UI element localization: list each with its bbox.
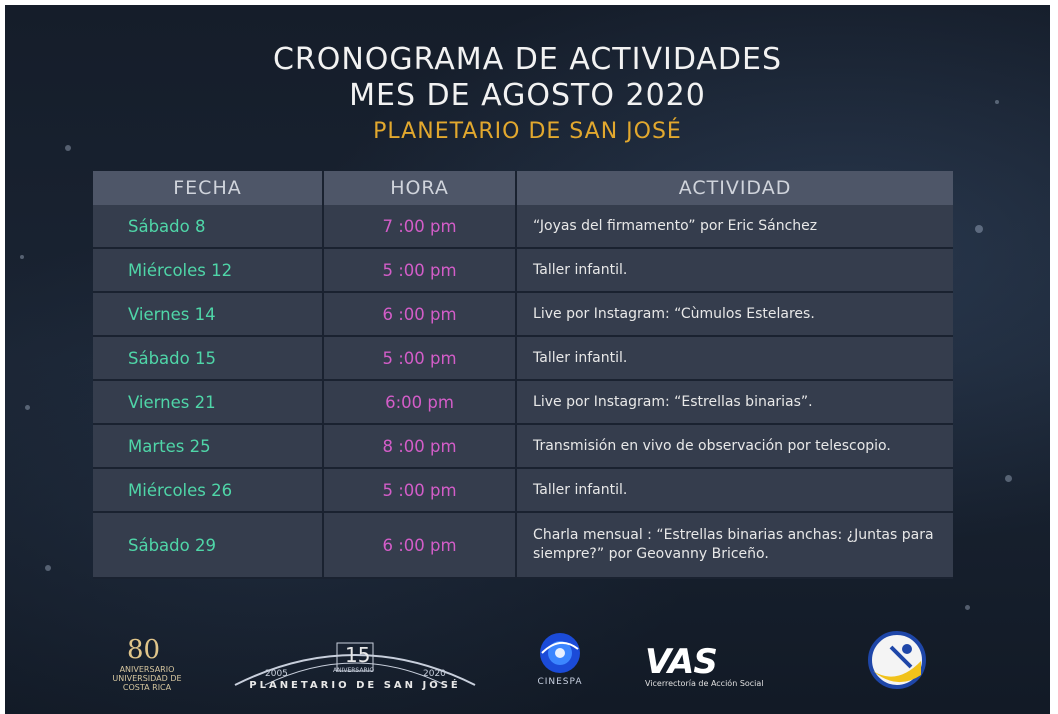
hora-cell: 6:00 pm [323,380,516,424]
ucr-logo-text: ANIVERSARIO UNIVERSIDAD DE COSTA RICA [112,665,182,692]
poster-title-line2: MES DE AGOSTO 2020 [349,78,706,113]
fecha-cell: Sábado 15 [93,336,323,380]
fecha-cell: Viernes 21 [93,380,323,424]
planetario-logo-name: PLANETARIO DE SAN JOSÉ [249,680,461,691]
table-header-row [93,171,953,205]
header-actividad: ACTIVIDAD [516,171,953,205]
fecha-cell: Martes 25 [93,424,323,468]
hora-cell: 5 :00 pm [323,468,516,512]
star-dot [45,565,51,571]
star-dot [975,225,983,233]
planetario-logo-year-end: 2020 [423,669,446,679]
cinespa-logo [520,629,600,689]
star-dot [1005,475,1012,482]
hora-cell: 5 :00 pm [323,248,516,292]
planetario-logo-number: 15 [345,643,371,667]
fecha-cell: Sábado 8 [93,205,323,248]
fecha-cell: Miércoles 26 [93,468,323,512]
ucr-80-aniversario-logo [105,635,189,693]
table-row [93,512,953,578]
planetario-logo-anniversary: ANIVERSARIO [333,667,375,674]
star-dot [25,405,30,410]
actividad-cell: Taller infantil. [516,468,953,512]
cinespa-spiral-icon [520,629,600,679]
planetario-15-aniversario-logo [225,635,485,693]
vas-logo-subtitle: Vicerrectoría de Acción Social [645,679,764,688]
actividad-cell: Taller infantil. [516,248,953,292]
poster [5,5,1050,714]
actividad-cell: Live por Instagram: “Cùmulos Estelares. [516,292,953,336]
header-fecha: FECHA [93,171,323,205]
actividad-cell: “Joyas del firmamento” por Eric Sánchez [516,205,953,248]
star-dot [965,605,970,610]
hora-cell: 6 :00 pm [323,512,516,578]
seal-circle-icon [851,631,943,689]
vas-logo [645,642,820,691]
hora-cell: 7 :00 pm [323,205,516,248]
header-hora: HORA [323,171,516,205]
table-row [93,248,953,292]
fecha-cell: Viernes 14 [93,292,323,336]
vas-logo-word: VAS [645,642,717,682]
hora-cell: 5 :00 pm [323,336,516,380]
table-row [93,424,953,468]
round-seal-logo-icon [851,631,943,689]
table-row [93,292,953,336]
actividad-cell: Charla mensual : “Estrellas binarias anchas: ¿Juntas para siempre?” por Geovanny Briceño. [516,512,953,578]
hora-cell: 8 :00 pm [323,424,516,468]
actividad-cell: Taller infantil. [516,336,953,380]
star-dot [65,145,71,151]
ucr-logo-number: 80 [127,635,161,665]
planetario-logo-year-start: 2005 [265,669,288,679]
star-dot [20,255,24,259]
table-row [93,380,953,424]
fecha-cell: Sábado 29 [93,512,323,578]
schedule-table [93,171,953,579]
cinespa-logo-label: CINESPA [537,677,583,687]
table-row [93,205,953,248]
sponsor-logos [5,615,1050,695]
table-row [93,336,953,380]
poster-title-line1: CRONOGRAMA DE ACTIVIDADES [272,42,783,77]
hora-cell: 6 :00 pm [323,292,516,336]
fecha-cell: Miércoles 12 [93,248,323,292]
actividad-cell: Transmisión en vivo de observación por telescopio. [516,424,953,468]
table-row [93,468,953,512]
actividad-cell: Live por Instagram: “Estrellas binarias”. [516,380,953,424]
poster-subtitle: PLANETARIO DE SAN JOSÉ [373,119,682,144]
